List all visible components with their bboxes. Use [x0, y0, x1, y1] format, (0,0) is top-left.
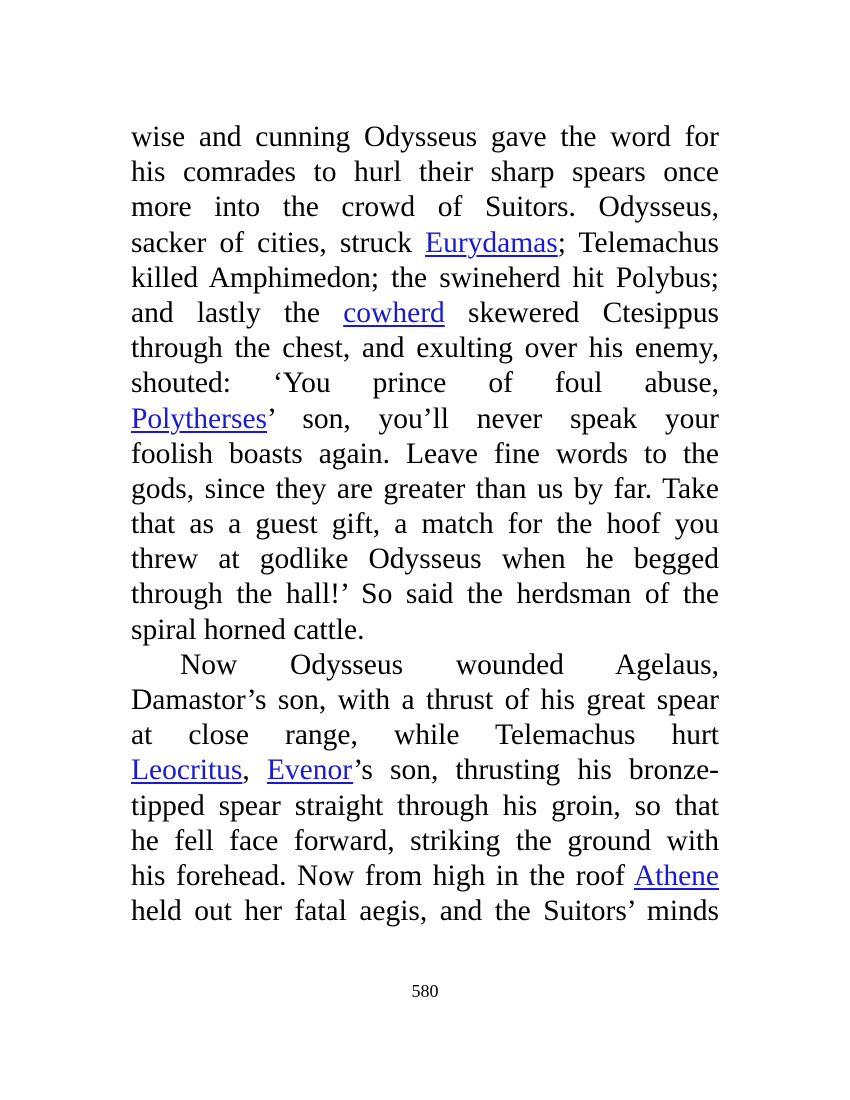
text-line: wise and cunning Odysseus gave the word for — [131, 121, 719, 153]
text-line: at close range, while Telemachus hurt — [131, 719, 719, 752]
text-fragment: ’s son, thrusting his bronze- — [353, 754, 720, 787]
text-fragment: skewered Ctesippus — [444, 296, 720, 329]
link-athene[interactable]: Athene — [633, 859, 719, 892]
link-evenor[interactable]: Evenor — [266, 754, 354, 787]
text-line-paragraph-end: spiral horned cattle. — [131, 613, 365, 646]
text-line — [131, 402, 719, 437]
text-fragment: , — [242, 754, 267, 787]
text-line — [131, 753, 719, 788]
text-line: killed Amphimedon; the swineherd hit Polybus; — [131, 261, 719, 294]
text-fragment: ’ son, you’ll never speak your — [267, 402, 719, 435]
text-line: tipped spear straight through his groin, so that — [131, 789, 719, 822]
text-line: shouted: ‘You prince of foul abuse, — [131, 367, 719, 400]
text-line: Damastor’s son, with a thrust of his great spear — [131, 684, 719, 716]
text-line: that as a guest gift, a match for the hoof you — [131, 508, 719, 541]
text-line: gods, since they are greater than us by far. Take — [131, 472, 719, 505]
text-fragment: ; Telemachus — [557, 226, 719, 259]
link-polytherses[interactable]: Polytherses — [131, 402, 268, 435]
text-line: foolish boasts again. Leave fine words to the — [131, 437, 719, 470]
text-line: his comrades to hurl their sharp spears once — [131, 156, 719, 189]
text-line — [131, 296, 719, 331]
text-fragment: sacker of cities, struck — [131, 226, 426, 259]
page-number: 580 — [411, 981, 439, 1001]
text-line: held out her fatal aegis, and the Suitors’ minds — [131, 895, 719, 928]
text-fragment: his forehead. Now from high in the roof — [131, 859, 634, 892]
text-line — [131, 859, 719, 894]
text-line: more into the crowd of Suitors. Odysseus, — [131, 191, 719, 224]
text-line: through the hall!’ So said the herdsman of the — [131, 578, 719, 611]
link-leocritus[interactable]: Leocritus — [131, 754, 243, 787]
book-page-text — [131, 120, 719, 929]
text-fragment: and lastly the — [131, 296, 344, 329]
link-cowherd[interactable]: cowherd — [343, 296, 445, 329]
text-line — [131, 226, 719, 261]
text-line-paragraph-start: Now Odysseus wounded Agelaus, — [180, 648, 719, 681]
text-line: he fell face forward, striking the ground with — [131, 824, 719, 857]
text-line: through the chest, and exulting over his enemy, — [131, 332, 719, 365]
link-eurydamas[interactable]: Eurydamas — [425, 226, 558, 259]
text-line: threw at godlike Odysseus when he begged — [131, 543, 719, 576]
